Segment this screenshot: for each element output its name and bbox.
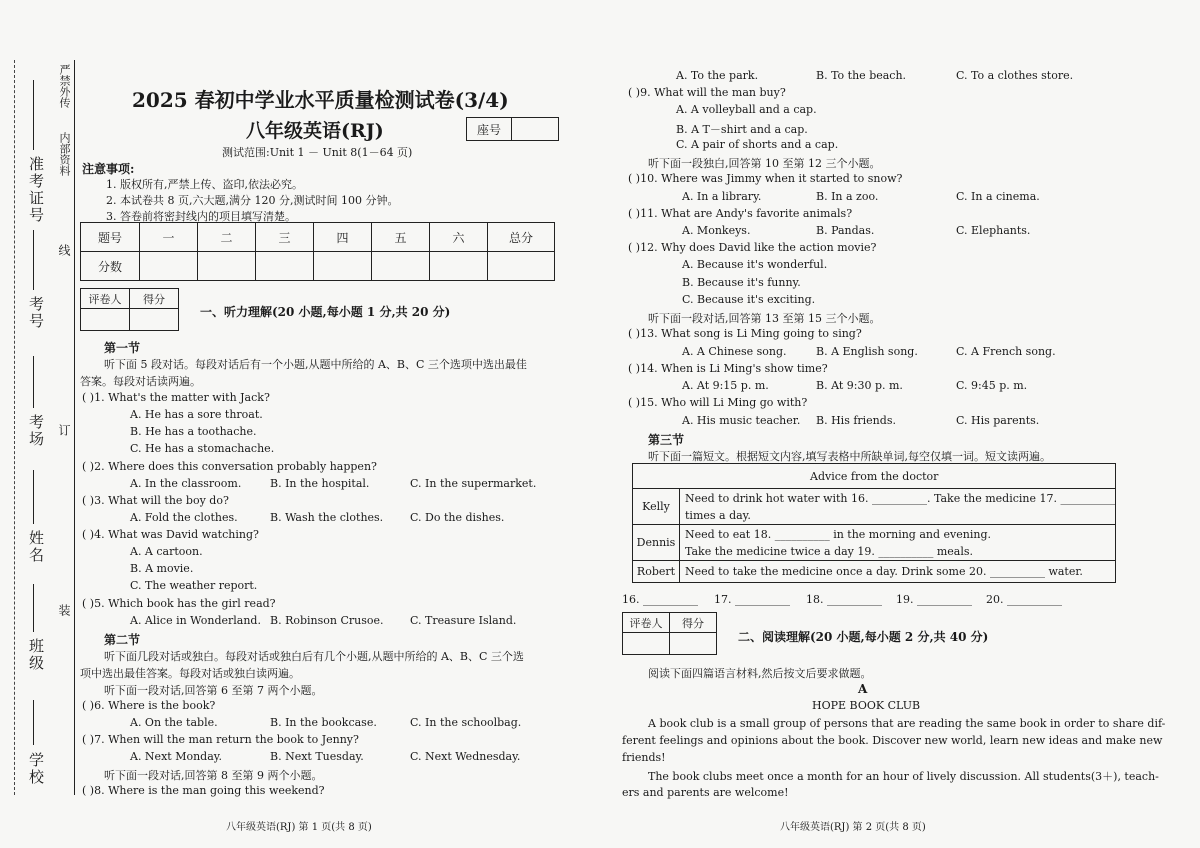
score-table bbox=[80, 222, 555, 281]
page-2 bbox=[600, 0, 1200, 848]
q2-option-c: C. In the supermarket. bbox=[410, 477, 537, 490]
q4-option-b: B. A movie. bbox=[130, 562, 194, 575]
score-cell[interactable] bbox=[198, 252, 256, 281]
answer-blank-18[interactable]: 18. __________ bbox=[806, 593, 882, 606]
answer-blank-19[interactable]: 19. __________ bbox=[896, 593, 972, 606]
part2-title: 二、阅读理解(20 小题,每小题 2 分,共 40 分) bbox=[738, 630, 989, 644]
q5-option-b: B. Robinson Crusoe. bbox=[270, 614, 384, 627]
grader-box bbox=[80, 288, 179, 331]
q3-option-b: B. Wash the clothes. bbox=[270, 511, 384, 524]
section-2-title: 第二节 bbox=[104, 633, 141, 647]
score-cell[interactable] bbox=[488, 252, 555, 281]
label-school: 学校 bbox=[27, 752, 45, 786]
mark-zhuang: 装 bbox=[57, 604, 71, 616]
passage-title: HOPE BOOK CLUB bbox=[812, 699, 921, 712]
question-4: ( )4. What was David watching? bbox=[82, 528, 259, 541]
question-8: ( )8. Where is the man going this weekend? bbox=[82, 784, 325, 797]
section-1-instructions: 听下面 5 段对话。每段对话后有一个小题,从题中所给的 A、B、C 三个选项中选出最佳 bbox=[104, 358, 527, 371]
score-header: 四 bbox=[314, 223, 372, 252]
dennis-line-2: Take the medicine twice a day 19. __________ meals. bbox=[685, 544, 974, 558]
score-header: 二 bbox=[198, 223, 256, 252]
grader-score-field[interactable] bbox=[130, 309, 179, 331]
label-exam-id: 准考证号 bbox=[27, 156, 45, 224]
page-footer: 八年级英语(RJ) 第 2 页(共 8 页) bbox=[780, 822, 926, 833]
q5-option-a: A. Alice in Wonderland. bbox=[130, 614, 261, 627]
answer-blank-17[interactable]: 17. __________ bbox=[714, 593, 790, 606]
q7-option-a: A. Next Monday. bbox=[130, 750, 223, 763]
score-cell[interactable] bbox=[314, 252, 372, 281]
class-blank bbox=[33, 584, 34, 632]
segment-10-12: 听下面一段独白,回答第 10 至第 12 三个小题。 bbox=[648, 157, 881, 170]
notice-1: 1. 版权所有,严禁上传、盗印,依法必究。 bbox=[106, 178, 303, 191]
q14-option-c: C. 9:45 p. m. bbox=[956, 379, 1028, 392]
score-header: 题号 bbox=[81, 223, 140, 252]
passage-p1-line3: friends! bbox=[622, 751, 666, 764]
q6-option-a: A. On the table. bbox=[130, 716, 218, 729]
grader-field[interactable] bbox=[81, 309, 130, 331]
q9-option-c: C. A pair of shorts and a cap. bbox=[676, 138, 839, 151]
passage-p2-line2: ers and parents are welcome! bbox=[622, 786, 789, 799]
score-cell[interactable] bbox=[430, 252, 488, 281]
q7-option-b: B. Next Tuesday. bbox=[270, 750, 364, 763]
school-blank bbox=[33, 700, 34, 745]
score-cell[interactable] bbox=[256, 252, 314, 281]
label-room: 考场 bbox=[27, 414, 45, 448]
exam-title: 2025 春初中学业水平质量检测试卷(3/4) bbox=[132, 88, 509, 112]
q9-option-a: A. A volleyball and a cap. bbox=[676, 103, 817, 116]
passage-p1-line2: ferent feelings and opinions about the book. Discover new world, learn new ideas and make new bbox=[622, 734, 1163, 747]
q13-option-c: C. A French song. bbox=[956, 345, 1056, 358]
question-6: ( )6. Where is the book? bbox=[82, 699, 216, 712]
question-12: ( )12. Why does David like the action movie? bbox=[628, 241, 877, 254]
notice-2: 2. 本试卷共 8 页,六大题,满分 120 分,测试时间 100 分钟。 bbox=[106, 194, 399, 207]
q11-option-a: A. Monkeys. bbox=[682, 224, 751, 237]
name-blank bbox=[33, 470, 34, 524]
mark-xian: 线 bbox=[57, 244, 71, 256]
section-1-title: 第一节 bbox=[104, 341, 141, 355]
score-header: 五 bbox=[372, 223, 430, 252]
label-class: 班级 bbox=[27, 638, 45, 672]
q15-option-a: A. His music teacher. bbox=[682, 414, 801, 427]
kelly-line-2: times a day. bbox=[685, 508, 751, 522]
grader-box-2 bbox=[622, 612, 717, 655]
question-2: ( )2. Where does this conversation probably happen? bbox=[82, 460, 377, 473]
grader-score-field[interactable] bbox=[670, 633, 717, 655]
q7-option-c: C. Next Wednesday. bbox=[410, 750, 521, 763]
exam-id-blank bbox=[33, 80, 34, 150]
advice-table-title: Advice from the doctor bbox=[633, 464, 1116, 489]
question-10: ( )10. Where was Jimmy when it started to snow? bbox=[628, 172, 903, 185]
q10-option-b: B. In a zoo. bbox=[816, 190, 879, 203]
answer-blank-20[interactable]: 20. __________ bbox=[986, 593, 1062, 606]
question-3: ( )3. What will the boy do? bbox=[82, 494, 229, 507]
part2-instructions: 阅读下面四篇语言材料,然后按文后要求做题。 bbox=[648, 667, 872, 680]
q12-option-c: C. Because it's exciting. bbox=[682, 293, 816, 306]
q15-option-b: B. His friends. bbox=[816, 414, 896, 427]
q11-option-c: C. Elephants. bbox=[956, 224, 1031, 237]
q13-option-b: B. A English song. bbox=[816, 345, 918, 358]
question-1: ( )1. What's the matter with Jack? bbox=[82, 391, 270, 404]
notice-3: 3. 答卷前将密封线内的项目填写清楚。 bbox=[106, 210, 296, 223]
passage-p1-line1: A book club is a small group of persons that are reading the same book in order to share dif- bbox=[648, 717, 1166, 730]
q8-option-b: B. To the beach. bbox=[816, 69, 907, 82]
mark-ding: 订 bbox=[57, 424, 71, 436]
row-name-dennis: Dennis bbox=[633, 525, 680, 561]
q6-option-b: B. In the bookcase. bbox=[270, 716, 377, 729]
question-15: ( )15. Who will Li Ming go with? bbox=[628, 396, 808, 409]
q13-option-a: A. A Chinese song. bbox=[682, 345, 787, 358]
question-14: ( )14. When is Li Ming's show time? bbox=[628, 362, 828, 375]
score-label: 得分 bbox=[670, 613, 717, 633]
q1-option-a: A. He has a sore throat. bbox=[130, 408, 263, 421]
section-2-instructions-2: 项中选出最佳答案。每段对话或独白读两遍。 bbox=[80, 667, 300, 680]
question-7: ( )7. When will the man return the book to Jenny? bbox=[82, 733, 359, 746]
passage-p2-line1: The book clubs meet once a month for an hour of lively discussion. All students(3＋), teach- bbox=[648, 770, 1159, 783]
section-3-instructions: 听下面一篇短文。根据短文内容,填写表格中所缺单词,每空仅填一词。短文读两遍。 bbox=[648, 450, 1051, 463]
question-11: ( )11. What are Andy's favorite animals? bbox=[628, 207, 853, 220]
q10-option-a: A. In a library. bbox=[682, 190, 762, 203]
section-2-instructions: 听下面几段对话或独白。每段对话或独白后有几个小题,从题中所给的 A、B、C 三个选 bbox=[104, 650, 524, 663]
exam-subtitle: 八年级英语(RJ) bbox=[246, 120, 384, 142]
row-dennis-text bbox=[680, 525, 1116, 561]
q6-option-c: C. In the schoolbag. bbox=[410, 716, 522, 729]
score-cell[interactable] bbox=[372, 252, 430, 281]
q2-option-a: A. In the classroom. bbox=[130, 477, 242, 490]
binding-border bbox=[74, 60, 75, 795]
row-name-robert: Robert bbox=[633, 561, 680, 583]
page-footer: 八年级英语(RJ) 第 1 页(共 8 页) bbox=[226, 822, 372, 833]
part1-title: 一、听力理解(20 小题,每小题 1 分,共 20 分) bbox=[200, 305, 451, 319]
q10-option-c: C. In a cinema. bbox=[956, 190, 1040, 203]
q11-option-b: B. Pandas. bbox=[816, 224, 875, 237]
q9-option-b: B. A T－shirt and a cap. bbox=[676, 123, 808, 136]
row-name-kelly: Kelly bbox=[633, 489, 680, 525]
score-row-label: 分数 bbox=[81, 252, 140, 281]
fold-line bbox=[14, 60, 15, 795]
q1-option-c: C. He has a stomachache. bbox=[130, 442, 275, 455]
test-scope: 测试范围:Unit 1 － Unit 8(1－64 页) bbox=[222, 146, 413, 159]
q2-option-b: B. In the hospital. bbox=[270, 477, 370, 490]
kelly-line-1: Need to drink hot water with 16. __________. Take the medicine 17. __________ bbox=[685, 491, 1116, 505]
seat-label: 座号 bbox=[467, 118, 512, 141]
score-header: 一 bbox=[140, 223, 198, 252]
row-robert-text: Need to take the medicine once a day. Drink some 20. __________ water. bbox=[680, 561, 1116, 583]
question-13: ( )13. What song is Li Ming going to sing? bbox=[628, 327, 862, 340]
score-header: 六 bbox=[430, 223, 488, 252]
question-9: ( )9. What will the man buy? bbox=[628, 86, 786, 99]
q4-option-c: C. The weather report. bbox=[130, 579, 258, 592]
q15-option-c: C. His parents. bbox=[956, 414, 1040, 427]
room-blank bbox=[33, 356, 34, 408]
side-note-2: 内部资料 bbox=[58, 132, 71, 176]
q4-option-a: A. A cartoon. bbox=[130, 545, 203, 558]
seat-box bbox=[466, 117, 559, 141]
score-label: 得分 bbox=[130, 289, 179, 309]
seat-number-field[interactable] bbox=[512, 118, 559, 141]
q5-option-c: C. Treasure Island. bbox=[410, 614, 517, 627]
q3-option-c: C. Do the dishes. bbox=[410, 511, 505, 524]
q3-option-a: A. Fold the clothes. bbox=[130, 511, 238, 524]
q1-option-b: B. He has a toothache. bbox=[130, 425, 257, 438]
number-blank bbox=[33, 230, 34, 290]
segment-13-15: 听下面一段对话,回答第 13 至第 15 三个小题。 bbox=[648, 312, 881, 325]
passage-letter: A bbox=[858, 682, 868, 696]
grader-label: 评卷人 bbox=[81, 289, 130, 309]
side-note: 严禁外传 bbox=[58, 64, 71, 108]
q12-option-b: B. Because it's funny. bbox=[682, 276, 801, 289]
segment-8-9: 听下面一段对话,回答第 8 至第 9 两个小题。 bbox=[104, 769, 323, 782]
label-number: 考号 bbox=[27, 296, 45, 330]
q14-option-a: A. At 9:15 p. m. bbox=[682, 379, 769, 392]
segment-6-7: 听下面一段对话,回答第 6 至第 7 两个小题。 bbox=[104, 684, 323, 697]
dennis-line-1: Need to eat 18. __________ in the morning and evening. bbox=[685, 527, 991, 541]
q8-option-c: C. To a clothes store. bbox=[956, 69, 1074, 82]
advice-table bbox=[632, 463, 1116, 583]
label-name: 姓名 bbox=[27, 530, 45, 564]
answer-blank-16[interactable]: 16. __________ bbox=[622, 593, 698, 606]
section-1-instructions-2: 答案。每段对话读两遍。 bbox=[80, 375, 201, 388]
question-5: ( )5. Which book has the girl read? bbox=[82, 597, 276, 610]
row-kelly-text bbox=[680, 489, 1116, 525]
grader-field[interactable] bbox=[623, 633, 670, 655]
grader-label: 评卷人 bbox=[623, 613, 670, 633]
score-cell[interactable] bbox=[140, 252, 198, 281]
q12-option-a: A. Because it's wonderful. bbox=[682, 258, 828, 271]
notice-title: 注意事项: bbox=[82, 162, 135, 176]
score-header: 三 bbox=[256, 223, 314, 252]
q14-option-b: B. At 9:30 p. m. bbox=[816, 379, 903, 392]
section-3-title: 第三节 bbox=[648, 433, 685, 447]
q8-option-a: A. To the park. bbox=[676, 69, 759, 82]
score-header: 总分 bbox=[488, 223, 555, 252]
